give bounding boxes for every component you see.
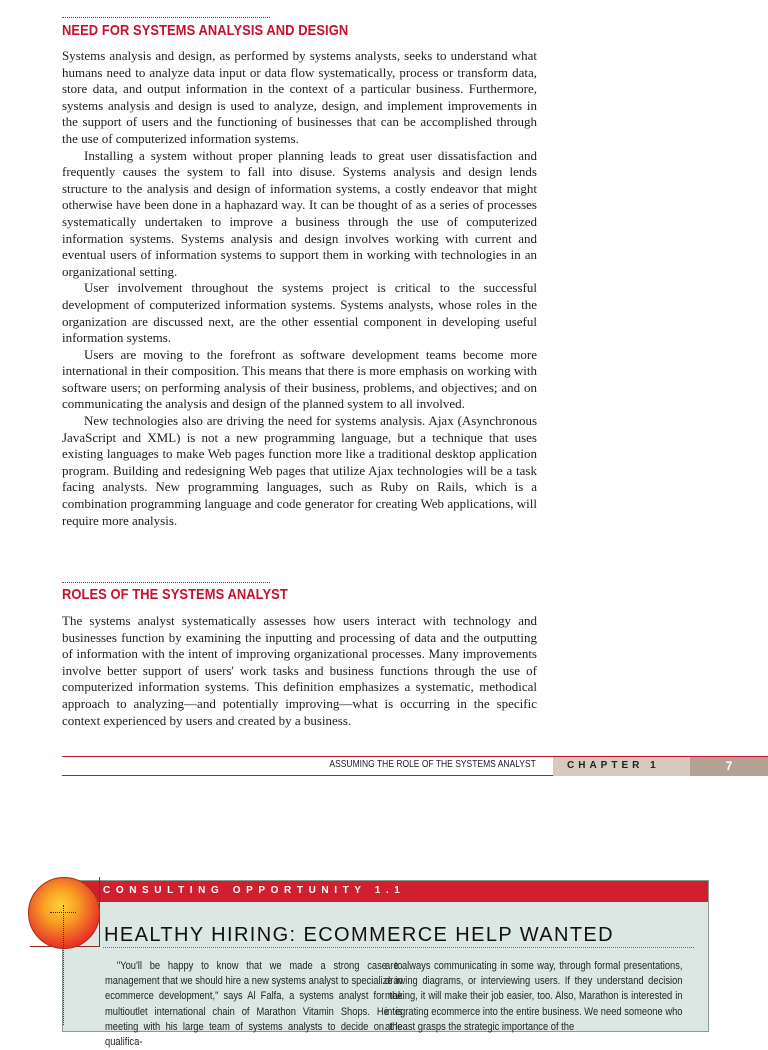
section-body — [62, 48, 537, 529]
section-rule — [62, 17, 270, 18]
paragraph: Systems analysis and design, as performed by systems analysts, seeks to understand what humans need to analyze data input or data flow systematically, process or transform data, store data, and output information in the context of a particular business. Furthermore, systems analysis and design is used to analyze, design, and implement improvements in the support of users and the functioning of businesses that can be accomplished through the use of computerized information systems. — [62, 48, 537, 146]
consulting-banner — [63, 881, 708, 902]
paragraph: Installing a system without proper planning leads to great user dissatisfaction and frequently causes the system to fall into disuse. Systems analysis and design lends structure to the analysis and design of information systems, a costly endeavor that might otherwise have been done in a haphazard way. It can be thought of as a series of processes systematically undertaken to improve a business through the use of computerized information systems. Systems analysis and design involves working with current and eventual users of information systems to support them in working with technologies in an organizational setting. — [62, 147, 537, 279]
column-text: "You'll be happy to know that we made a strong case to management that we should hire a new systems analyst to specialize in ecommerce development," says Al Falfa, a systems analyst for the multioutlet international chain of Marathon Vitamin Shops. He is meeting with his large team of systems analysts to decide on the qualifica- — [105, 960, 403, 1049]
section-heading: ROLES OF THE SYSTEMS ANALYST — [62, 586, 288, 603]
chapter-tab — [553, 757, 690, 776]
consulting-opportunity-box — [62, 880, 709, 1049]
running-title: ASSUMING THE ROLE OF THE SYSTEMS ANALYST — [329, 759, 536, 770]
section-heading: NEED FOR SYSTEMS ANALYSIS AND DESIGN — [62, 22, 349, 39]
section-rule — [62, 582, 270, 583]
ornament-guide — [63, 905, 64, 1025]
page-number: 7 — [690, 757, 768, 776]
ornament-guide — [50, 912, 76, 913]
consulting-banner-label: CONSULTING OPPORTUNITY 1.1 — [103, 885, 406, 896]
consulting-title: HEALTHY HIRING: ECOMMERCE HELP WANTED — [104, 924, 615, 946]
paragraph: Users are moving to the forefront as software development teams become more international in their composition. This means that there is more emphasis on working with software users; on performing analysis of their business, problems, and objectives; and on communicating the analysis and design of the planned system to all involved. — [62, 346, 537, 412]
paragraph: New technologies also are driving the need for systems analysis. Ajax (Asynchronous JavaScript and XML) is not a new programming language, but a technique that uses existing languages to make Web pages function more like a traditional desktop application program. Building and redesigning Web pages that utilize Ajax technologies will be a task facing analysts. New programming languages, such as Ruby on Rails, which is a combination programming language and code generator for creating Web applications, will require more analysis. — [62, 413, 537, 528]
consulting-column-left — [105, 959, 403, 1050]
sun-ornament-icon — [28, 877, 100, 949]
chapter-label: CHAPTER 1 — [567, 760, 660, 771]
title-rule — [103, 947, 694, 948]
paragraph: User involvement throughout the systems project is critical to the successful development of computerized information systems. Systems analysts, whose roles in the organization are discussed next, are the other essential component in developing useful information systems. — [62, 280, 537, 346]
column-text: are always communicating in some way, through formal presentations, drawing diagrams, or interviewing users. If they understand decision making, it will make their job easier, too. Also, Marathon is interested in integrating ecommerce into the entire business. We need someone who at least grasps the strategic importance of the — [385, 960, 683, 1033]
section-body — [62, 613, 537, 729]
paragraph: The systems analyst systematically assesses how users interact with technology and businesses function by examining the inputting and processing of data and the outputting of information with the intent of improving organizational processes. Many improvements involve better support of users' work tasks and business functions through the use of computerized information systems. This definition emphasizes a systematic, methodical approach to analyzing—and potentially improving—what is occurring in the specific context experienced by users and created by a business. — [62, 613, 537, 728]
